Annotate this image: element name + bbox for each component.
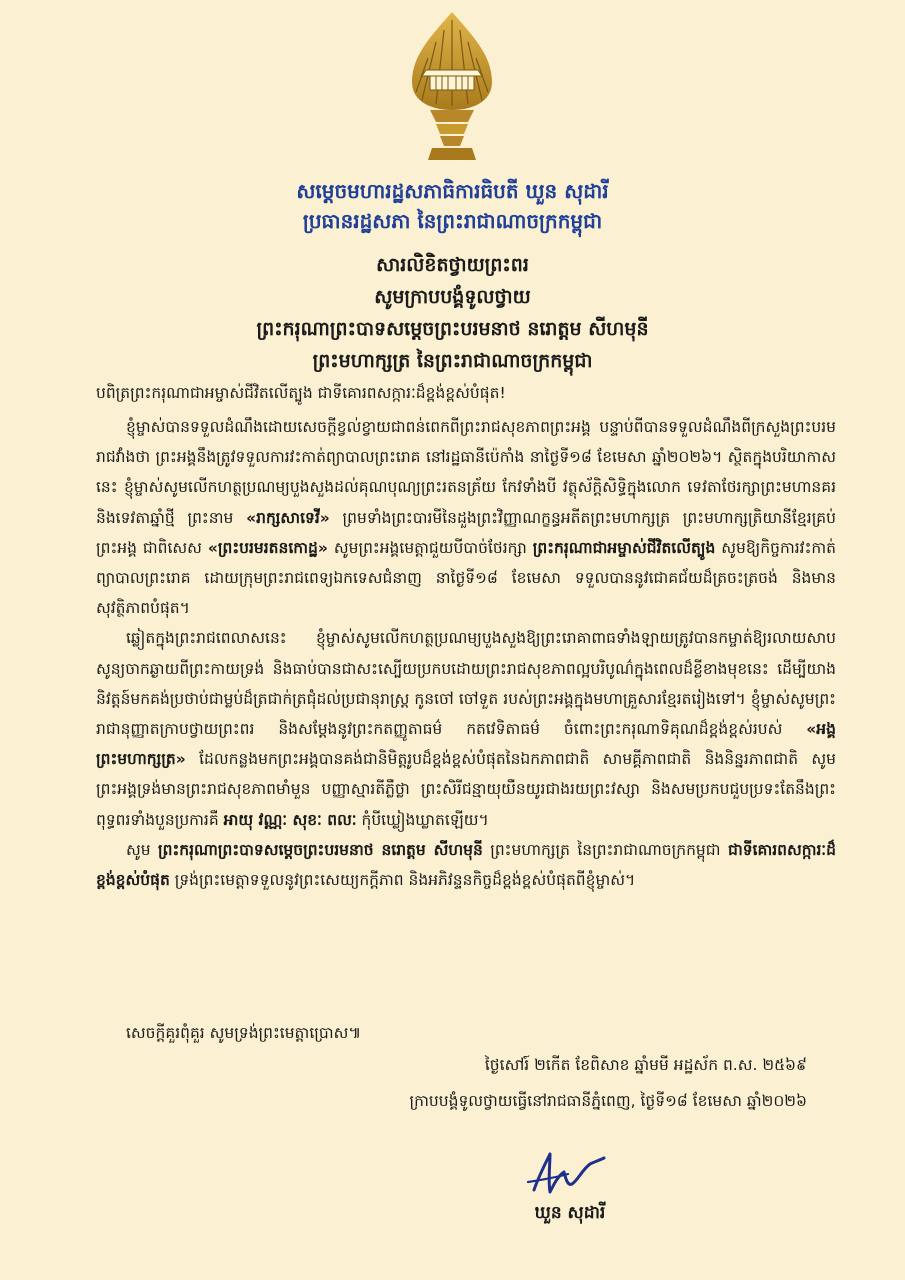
text-run: សូម [126,840,159,859]
bold-text-run: «អង្គព្រះមហាក្សត្រ» [96,720,836,769]
body-paragraph-2 [96,623,836,834]
text-run: ព្រះមហាក្សត្រ នៃព្រះរាជាណាចក្រកម្ពុជា [482,840,728,859]
letter-subtitle: សូមក្រាបបង្គំទូលថ្វាយ [374,286,531,308]
bold-text-run: ព្រះករុណាព្រះបាទសម្ដេចព្រះបរមនាថ នរោត្ដម សីហមុនី [158,840,483,859]
sender-position: ប្រធានរដ្ឋសភា នៃព្រះរាជាណាចក្រកម្ពុជា [302,209,603,233]
signatory-name: ឃួន សុដារី [534,1203,606,1223]
lunar-date: ថ្ងៃសៅរ៍ ២កើត ខែពិសាខ ឆ្នាំមមី អដ្ឋស័ក ព.ស. ២៥៦៩ [484,1056,807,1074]
sender-name: សម្ដេចមហារដ្ឋសភាធិការធិបតី ឃួន សុដារី [296,179,609,203]
text-run: ឆ្លៀតក្នុងព្រះរាជពេលាសនេះ ខ្ញុំម្ចាស់សូមលើកហត្ថប្រណម្យបួងសួងឱ្យព្រះរោគាពាធទាំងឡាយត្រូវបានកម្ចាត់ឱ្យរលាយសាបសូន្យចាកឆ្ងាយពីព្រះកាយទ្រង់ និងធាប់បានជាសះស្បើយប្រកបដោយព្រះរាជសុខភាពល្អបរិបូណ៌ក្នុងពេលដ៏ខ្លីខាងមុខនេះ ដើម្បីយាងនិវត្តន៍មកគង់ប្រថាប់ជាម្លប់ដ៏ត្រជាក់ត្រជុំដល់ប្រជានុរាស្ត្រ កូនចៅ ចៅទួត របស់ព្រះអង្គក្នុងមហាគ្រួសារខ្មែរតរៀងទៅ។ ខ្ញុំម្ចាស់សូមព្រះរាជានុញ្ញាតក្រាបថ្វាយព្រះពរ និងសម្ដែងនូវព្រះកតញ្ញូតាធម៌ កតវេទិតាធម៌ ចំពោះព្រះករុណាទិគុណដ៏ខ្ពង់ខ្ពស់របស់ [96,629,836,739]
handwritten-signature [520,1140,610,1200]
body-paragraph-3 [96,835,836,895]
bold-text-run: អាយុ វណ្ណៈ សុខៈ ពលៈ [223,810,357,829]
letter-title: សារលិខិតថ្វាយព្រះពរ [376,254,529,276]
bold-text-run: «រាក្សសាទេវី» [246,508,330,527]
text-run: ដែលកន្លងមកព្រះអង្គបានគង់ជានិមិត្តរូបដ៏ខ្ពង់ខ្ពស់បំផុតនៃឯកភាពជាតិ សាមគ្គីភាពជាតិ និងនិន្នរភាពជាតិ សូមព្រះអង្គទ្រង់មានព្រះរាជសុខភាពមាំមួន បញ្ញាស្មារតីភ្លឺថ្លា ព្រះសិរីជន្មាយុយឺនយូរជាងរយព្រះវស្សា និងសមប្រកបជួបប្រទះតែនឹងព្រះពុទ្ធពរទាំងបួនប្រការគឺ [96,750,836,829]
place-and-date: ក្រាបបង្គំទូលថ្វាយធ្វើនៅរាជធានីភ្នំពេញ, ថ្ងៃទី១៨ ខែមេសា ឆ្នាំ២០២៦ [409,1092,807,1110]
closing-line: សេចក្ដីគួរពុំគួរ សូមទ្រង់ព្រះមេត្តាប្រោស៕ [126,1024,362,1042]
text-run: កុំបីឃ្លៀងឃ្លាតឡើយ។ [356,810,489,829]
bold-text-run: ព្រះករុណាជាអម្ចាស់ជីវិតលើត្បូង [532,538,716,557]
recipient-name: ព្រះករុណាព្រះបាទសម្ដេចព្រះបរមនាថ នរោត្ដម សីហមុនី [256,318,649,340]
letter-body [96,412,836,895]
body-paragraph-1 [96,412,836,623]
text-run: ទ្រង់ព្រះមេត្តាទទួលនូវព្រះសេយ្យកក្ដីភាព និងអភិវន្ទនកិច្ចដ៏ខ្ពង់ខ្ពស់បំផុតពីខ្ញុំម្ចាស់។ [169,871,636,890]
bold-text-run: «ព្រះបរមរតនកោដ្ឋ» [207,538,328,557]
salutation: បពិត្រព្រះករុណាជាអម្ចាស់ជីវិតលើត្បូង ជាទីគោរពសក្ការៈដ៏ខ្ពង់ខ្ពស់បំផុត! [96,384,506,402]
recipient-title: ព្រះមហាក្សត្រ នៃព្រះរាជាណាចក្រកម្ពុជា [312,350,593,372]
text-run: សូមឱ្យកិច្ចការវះកាត់ព្យាបាលព្រះរោគ ដោយក្រុមព្រះរាជពេទ្យឯកទេសជំនាញ នាថ្ងៃទី១៨ ខែមេសា ទទួលបាននូវជោគជ័យដ៏ត្រចះត្រចង់ និងមានសុវត្ថិភាពបំផុត។ [96,538,836,618]
parliament-emblem [402,10,502,170]
text-run: ខ្ញុំម្ចាស់បានទទួលដំណឹងដោយសេចក្ដីខ្វល់ខ្វាយជាពន់ពេកពីព្រះរាជសុខភាពព្រះអង្គ បន្ទាប់ពីបានទទួលដំណឹងពីក្រសួងព្រះបរមរាជវាំងថា ព្រះអង្គនឹងត្រូវទទួលការវះកាត់ព្យាបាលព្រះរោគ នៅរដ្ឋធានីប៉េកាំង នាថ្ងៃទី១៨ ខែមេសា ឆ្នាំ២០២៦។ ស្ថិតក្នុងបរិយាកាសនេះ ខ្ញុំម្ចាស់សូមលើកហត្ថប្រណម្យបួងសួងដល់គុណបុណ្យព្រះរតនត្រ័យ កែវទាំងបី វត្ថុស័ក្ដិសិទ្ធិក្នុងលោក ទេវតាថែរក្សាព្រះមហានគរ និងទេវតាឆ្នាំថ្មី ព្រះនាម [96,418,836,527]
bold-text-run: ជាទីគោរពសក្ការៈដ៏ខ្ពង់ខ្ពស់បំផុត [96,840,836,890]
text-run: ព្រមទាំងព្រះបារមីនៃដួងព្រះវិញ្ញាណក្ខន្ធអតីតព្រះមហាក្សត្រ ព្រះមហាក្សត្រិយានីខ្មែរគ្រប់ព្រះអង្គ ជាពិសេស [96,508,836,557]
text-run: សូមព្រះអង្គមេត្តាជួយបីបាច់ថែរក្សា [327,538,533,557]
